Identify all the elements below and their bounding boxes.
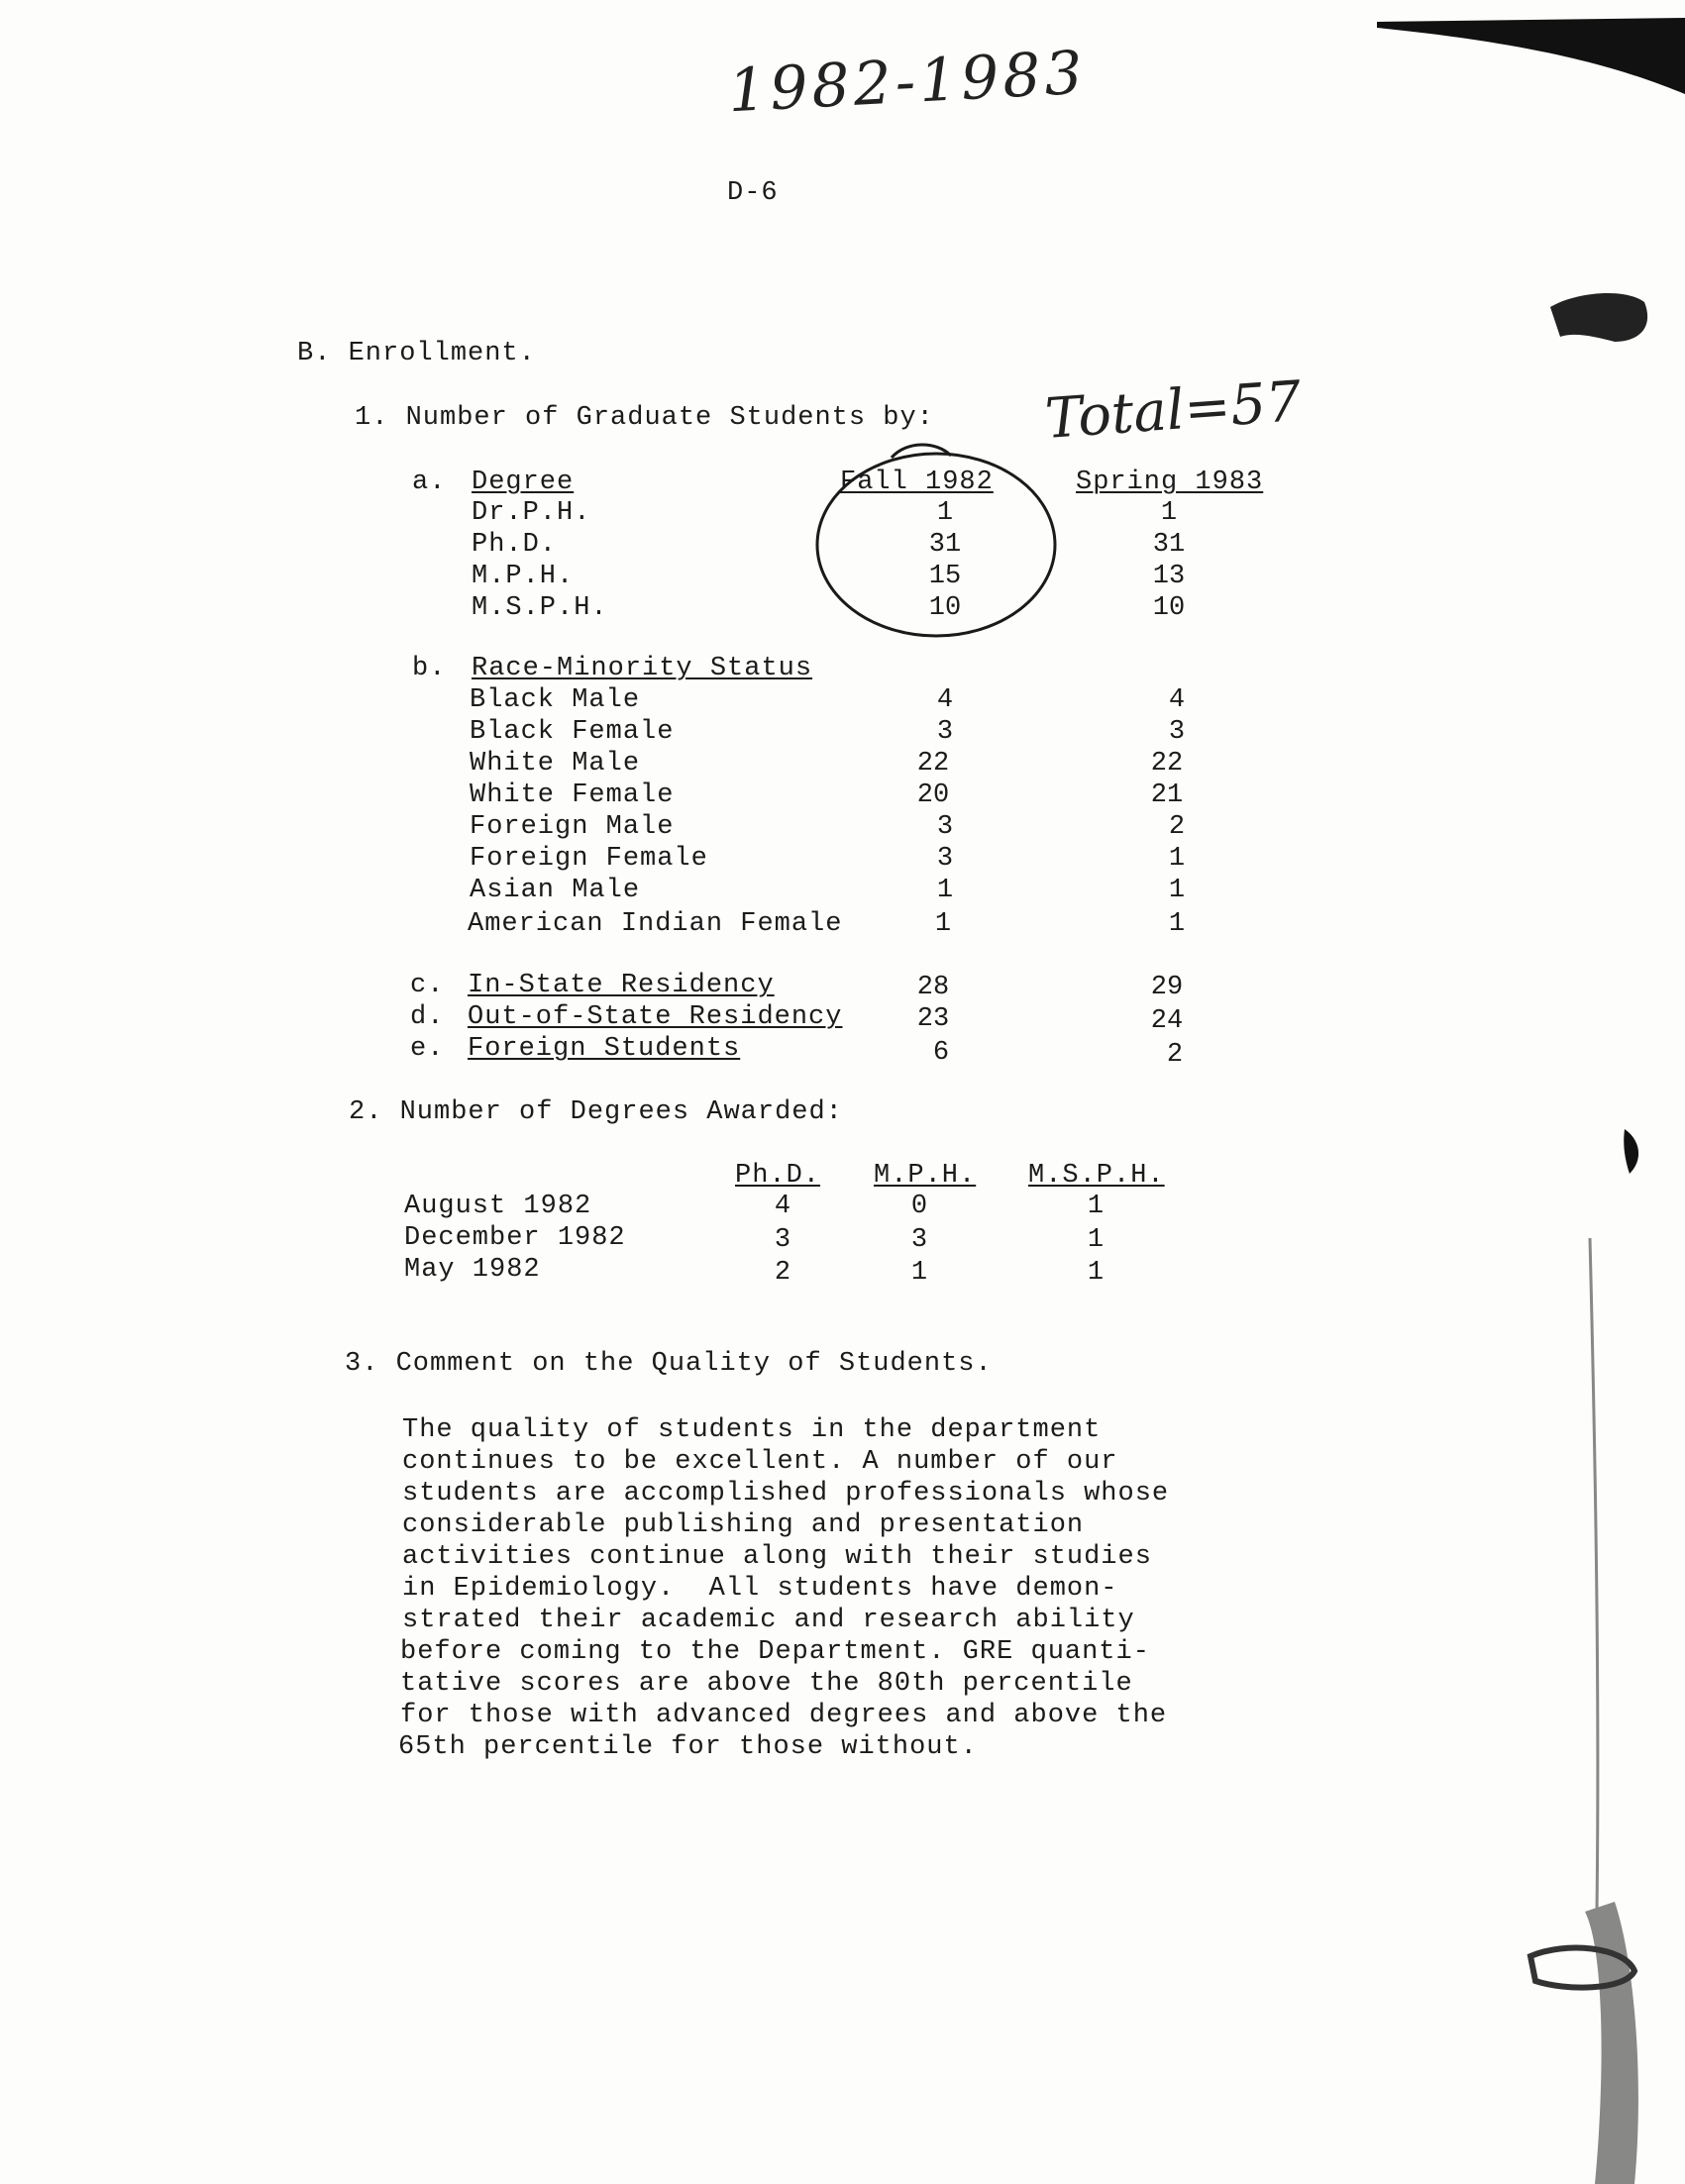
paragraph-line: in Epidemiology. All students have demon- [402, 1574, 1118, 1604]
section-heading: B. Enrollment. [297, 339, 536, 368]
handwritten-year-range: 1982-1983 [726, 38, 1089, 127]
table-row-label: White Male [470, 749, 641, 779]
paragraph-line: for those with advanced degrees and above the [400, 1701, 1168, 1730]
paragraph-line: students are accomplished professionals whose [402, 1479, 1170, 1508]
race-label: Race-Minority Status [472, 654, 813, 683]
paragraph-line: before coming to the Department. GRE quanti- [400, 1637, 1150, 1667]
paragraph-line: continues to be excellent. A number of our [402, 1447, 1118, 1477]
table-row-label: Asian Male [470, 876, 641, 905]
list-item-label: Out-of-State Residency [468, 1002, 843, 1032]
column-mph: M.P.H. [874, 1161, 977, 1191]
table-row-spring: 2 [1166, 1040, 1184, 1070]
table-row-spring: 21 [1150, 780, 1184, 810]
list-item-marker: e. [410, 1034, 445, 1064]
table-row-fall: 20 [916, 780, 950, 810]
table-row-spring: 2 [1168, 812, 1186, 842]
table-cell-mph: 0 [910, 1192, 928, 1221]
item2-heading: 2. Number of Degrees Awarded: [349, 1097, 843, 1127]
handwritten-total-note: Total=57 [1043, 369, 1304, 452]
table-cell-msph: 1 [1087, 1258, 1105, 1288]
table-row-fall: 3 [936, 812, 954, 842]
paragraph-line: tative scores are above the 80th percentile [400, 1669, 1133, 1699]
table-row-spring: 1 [1168, 844, 1186, 874]
table-row-fall: 28 [916, 973, 950, 1002]
table-cell-phd: 3 [774, 1225, 791, 1255]
column-fall-1982: Fall 1982 [840, 468, 994, 497]
table-row-label: M.P.H. [472, 562, 575, 591]
table-row-label: American Indian Female [468, 909, 843, 939]
item3-heading: 3. Comment on the Quality of Students. [345, 1349, 993, 1379]
table-row-fall: 1 [934, 909, 952, 939]
column-msph: M.S.P.H. [1028, 1161, 1165, 1191]
table-row-label: August 1982 [404, 1192, 592, 1221]
table-row-fall: 10 [928, 593, 962, 623]
table-row-spring: 1 [1168, 909, 1186, 939]
table-row-label: December 1982 [404, 1223, 626, 1253]
table-row-fall: 23 [916, 1004, 950, 1034]
page-label: D-6 [727, 178, 779, 208]
table-row-label: M.S.P.H. [472, 593, 608, 623]
list-item-label: In-State Residency [468, 971, 775, 1000]
table-row-label: Black Male [470, 685, 641, 715]
table-row-spring: 13 [1152, 562, 1186, 591]
table-row-fall: 15 [928, 562, 962, 591]
table-row-label: Black Female [470, 717, 675, 747]
table-row-label: Ph.D. [472, 530, 558, 560]
list-item-label: Foreign Students [468, 1034, 741, 1064]
table-row-fall: 22 [916, 749, 950, 779]
column-phd: Ph.D. [735, 1161, 821, 1191]
degree-label: Degree [472, 468, 575, 497]
table-row-fall: 4 [936, 685, 954, 715]
table-cell-phd: 4 [774, 1192, 791, 1221]
table-row-spring: 1 [1160, 498, 1178, 528]
table-row-label: Dr.P.H. [472, 498, 591, 528]
list-item-marker: d. [410, 1002, 445, 1032]
table-row-fall: 6 [932, 1038, 950, 1068]
table-row-spring: 24 [1150, 1006, 1184, 1036]
table-row-spring: 29 [1150, 973, 1184, 1002]
paragraph-line: 65th percentile for those without. [398, 1732, 978, 1762]
table-row-spring: 1 [1168, 876, 1186, 905]
table-row-label: White Female [470, 780, 675, 810]
table-row-label: Foreign Female [470, 844, 708, 874]
table-row-fall: 1 [936, 498, 954, 528]
table-row-fall: 3 [936, 717, 954, 747]
table-row-fall: 3 [936, 844, 954, 874]
table-row-spring: 31 [1152, 530, 1186, 560]
degree-marker: a. [412, 468, 447, 497]
table-row-fall: 1 [936, 876, 954, 905]
paragraph-line: strated their academic and research ability [402, 1606, 1135, 1635]
race-marker: b. [412, 654, 447, 683]
table-row-spring: 22 [1150, 749, 1184, 779]
table-cell-phd: 2 [774, 1258, 791, 1288]
column-spring-1983: Spring 1983 [1076, 468, 1264, 497]
table-cell-mph: 3 [910, 1225, 928, 1255]
table-row-spring: 3 [1168, 717, 1186, 747]
paragraph-line: activities continue along with their studies [402, 1542, 1152, 1572]
item1-heading: 1. Number of Graduate Students by: [355, 403, 934, 433]
table-row-label: Foreign Male [470, 812, 675, 842]
table-cell-msph: 1 [1087, 1225, 1105, 1255]
paragraph-line: The quality of students in the department [402, 1415, 1102, 1445]
table-row-label: May 1982 [404, 1255, 541, 1285]
list-item-marker: c. [410, 971, 445, 1000]
table-row-spring: 10 [1152, 593, 1186, 623]
table-row-fall: 31 [928, 530, 962, 560]
table-cell-msph: 1 [1087, 1192, 1105, 1221]
paragraph-line: considerable publishing and presentation [402, 1510, 1085, 1540]
table-cell-mph: 1 [910, 1258, 928, 1288]
table-row-spring: 4 [1168, 685, 1186, 715]
